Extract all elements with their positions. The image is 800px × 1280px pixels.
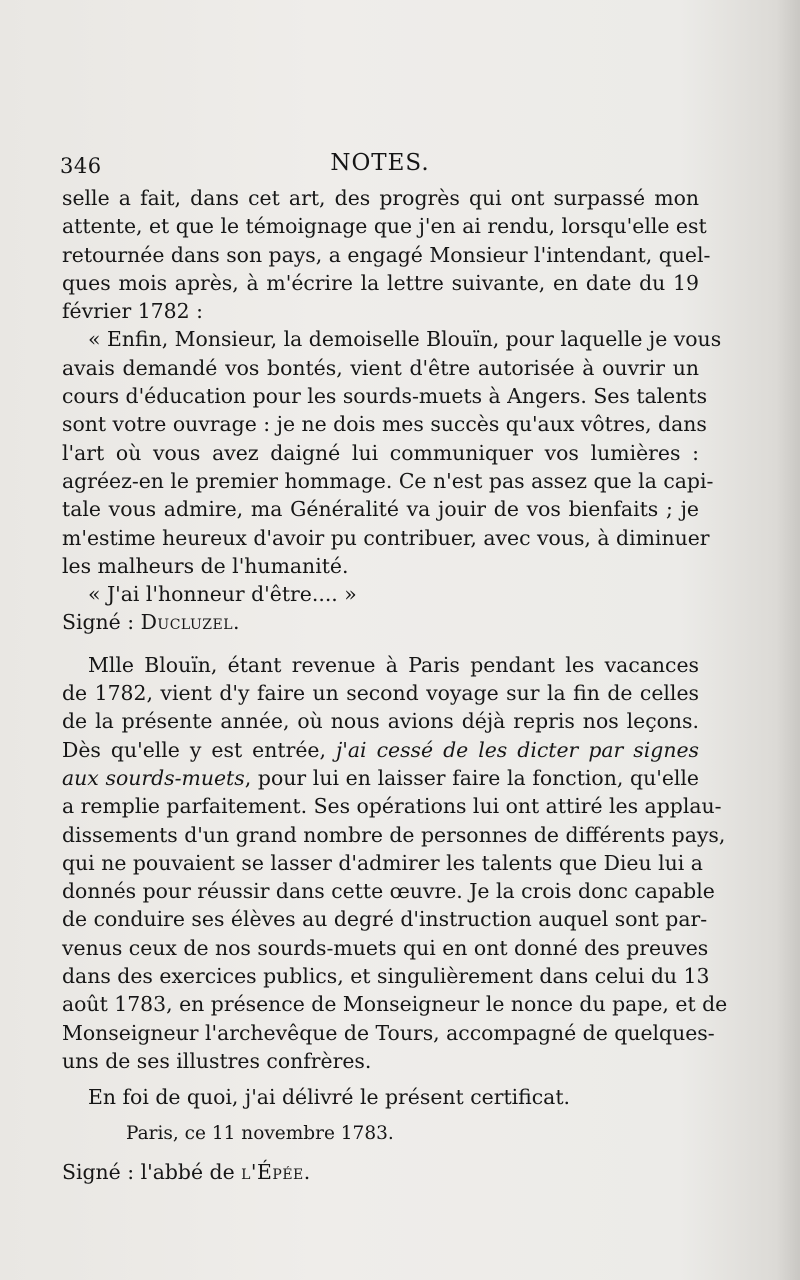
- text-run: Dès qu'elle y est entrée,: [62, 737, 336, 762]
- text-line: venus ceux de nos sourds-muets qui en ont donné des preuves: [62, 935, 709, 960]
- italic-text: aux sourds-muets: [62, 765, 245, 790]
- text-line: Mlle Blouïn, étant revenue à Paris pendant les vacances: [88, 652, 699, 677]
- text-line: cours d'éducation pour les sourds-muets à Angers. Ses talents: [62, 384, 708, 409]
- text-line: l'art où vous avez daigné lui communiquer vos lumières :: [62, 440, 699, 465]
- signature-ducluzel: [62, 608, 699, 636]
- text-run: , pour lui en laisser faire la fonction, qu'elle: [244, 765, 699, 790]
- paragraph-letter: [62, 325, 722, 580]
- text-line: tale vous admire, ma Généralité va jouir de vos bienfaits ; je: [62, 497, 699, 522]
- text-line: ques mois après, à m'écrire la lettre suivante, en date du 19: [62, 270, 699, 295]
- text-line: dans des exercices publics, et singulièrement dans celui du 13: [62, 964, 710, 989]
- signature-prefix: Signé :: [62, 610, 141, 635]
- text-line: sont votre ouvrage : je ne dois mes succès qu'aux vôtres, dans: [62, 412, 707, 437]
- signature-abbe: [62, 1158, 699, 1186]
- running-head: NOTES.: [330, 150, 430, 176]
- text-line: retournée dans son pays, a engagé Monsieur l'intendant, quel-: [62, 242, 711, 267]
- text-line: [62, 764, 699, 792]
- text-line: de 1782, vient d'y faire un second voyage sur la fin de celles: [62, 681, 699, 706]
- text-line: février 1782 :: [62, 299, 203, 324]
- text-line: de la présente année, où nous avions déjà repris nos leçons.: [62, 709, 699, 734]
- paragraph-certificate: [62, 651, 728, 1075]
- text-line: qui ne pouvaient se lasser d'admirer les talents que Dieu lui a: [62, 850, 703, 875]
- paragraph-1: [62, 184, 711, 325]
- paragraph-attestation: [62, 1083, 699, 1111]
- text-line: Monseigneur l'archevêque de Tours, accompagné de quelques-: [62, 1020, 715, 1045]
- italic-text: j'ai cessé de les dicter par signes: [335, 737, 699, 762]
- date-line: Paris, ce 11 novembre 1783.: [126, 1122, 394, 1144]
- signature-name: l'Épée.: [241, 1159, 311, 1184]
- text-line: m'estime heureux d'avoir pu contribuer, avec vous, à diminuer: [62, 525, 710, 550]
- text-line: [62, 736, 699, 764]
- text-line: donnés pour réussir dans cette œuvre. Je la crois donc capable: [62, 879, 715, 904]
- text-line: avais demandé vos bontés, vient d'être autorisée à ouvrir un: [62, 355, 699, 380]
- text-line: août 1783, en présence de Monseigneur le nonce du pape, et de: [62, 992, 728, 1017]
- text-line: dissements d'un grand nombre de personnes de différents pays,: [62, 822, 726, 847]
- text-line: En foi de quoi, j'ai délivré le présent certificat.: [88, 1085, 571, 1110]
- page-number: 346: [60, 154, 102, 178]
- text-line: « Enfin, Monsieur, la demoiselle Blouïn, pour laquelle je vous: [88, 327, 722, 352]
- text-line: a remplie parfaitement. Ses opérations lui ont attiré les applau-: [62, 794, 722, 819]
- page-header: [60, 150, 700, 186]
- signature-prefix: Signé : l'abbé de: [62, 1159, 242, 1184]
- text-line: « J'ai l'honneur d'être.... »: [88, 582, 357, 607]
- page-body: [62, 184, 728, 1186]
- text-line: de conduire ses élèves au degré d'instruction auquel sont par-: [62, 907, 708, 932]
- text-line: attente, et que le témoignage que j'en ai rendu, lorsqu'elle est: [62, 214, 707, 239]
- spacer: [62, 637, 699, 651]
- text-line: selle a fait, dans cet art, des progrès qui ont surpassé mon: [62, 186, 699, 210]
- spacer: [62, 1075, 699, 1083]
- paragraph-closing: [62, 580, 699, 608]
- text-line: uns de ses illustres confrères.: [62, 1048, 372, 1073]
- signature-name: Ducluzel.: [140, 610, 240, 635]
- text-line: agréez-en le premier hommage. Ce n'est pas assez que la capi-: [62, 468, 714, 493]
- text-line: les malheurs de l'humanité.: [62, 553, 349, 578]
